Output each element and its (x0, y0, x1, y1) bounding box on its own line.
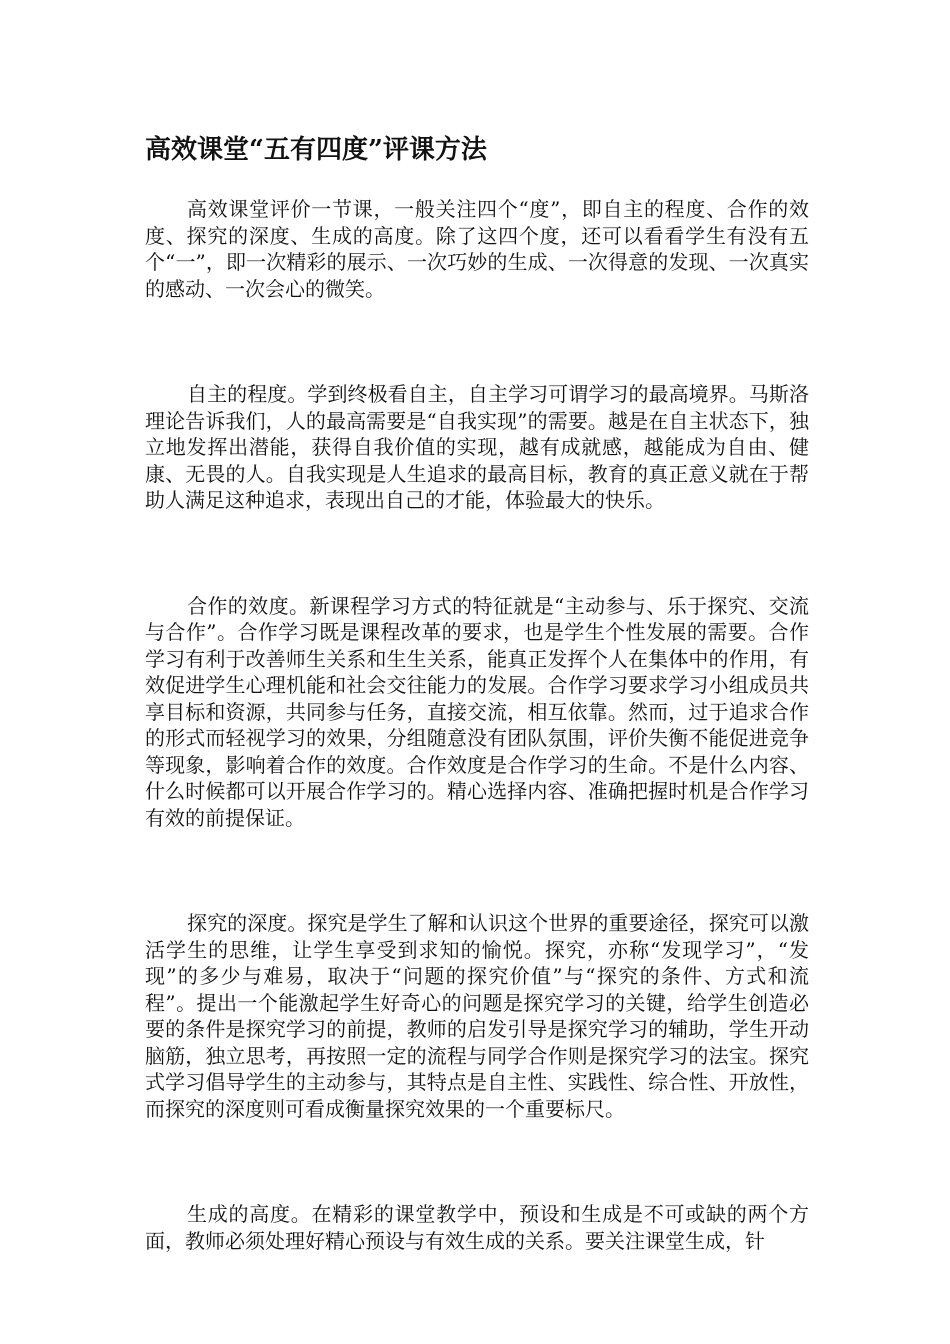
paragraph-intro: 高效课堂评价一节课，一般关注四个“度”，即自主的程度、合作的效度、探究的深度、生成的高度。除了这四个度，还可以看看学生有没有五个“一”，即一次精彩的展示、一次巧妙的生成、一次得意的发现、一次真实的感动、一次会心的微笑。 (145, 197, 809, 301)
paragraph-autonomy: 自主的程度。学到终极看自主，自主学习可谓学习的最高境界。马斯洛理论告诉我们，人的最高需要是“自我实现”的需要。越是在自主状态下，独立地发挥出潜能，获得自我价值的实现，越有成就感，越能成为自由、健康、无畏的人。自我实现是人生追求的最高目标，教育的真正意义就在于帮助人满足这种追求，表现出自己的才能，体验最大的快乐。 (145, 382, 809, 512)
paragraph-generation: 生成的高度。在精彩的课堂教学中，预设和生成是不可或缺的两个方面，教师必须处理好精心预设与有效生成的关系。要关注课堂生成，针 (145, 1202, 809, 1253)
paragraph-cooperation: 合作的效度。新课程学习方式的特征就是“主动参与、乐于探究、交流与合作”。合作学习既是课程改革的要求，也是学生个性发展的需要。合作学习有利于改善师生关系和生生关系，能真正发挥个人在集体中的作用，有效促进学生心理机能和社会交往能力的发展。合作学习要求学习小组成员共享目标和资源，共同参与任务，直接交流，相互依靠。然而，过于追求合作的形式而轻视学习的效果，分组随意没有团队氛围，评价失衡不能促进竞争等现象，影响着合作的效度。合作效度是合作学习的生命。不是什么内容、什么时候都可以开展合作学习的。精心选择内容、准确把握时机是合作学习有效的前提保证。 (145, 593, 809, 830)
document-page (145, 128, 809, 1254)
document-title: 高效课堂“五有四度”评课方法 (145, 135, 487, 165)
paragraph-inquiry: 探究的深度。探究是学生了解和认识这个世界的重要途径，探究可以激活学生的思维，让学生享受到求知的愉悦。探究，亦称“发现学习”，“发现”的多少与难易，取决于“问题的探究价值”与“探究的条件、方式和流程”。提出一个能激起学生好奇心的问题是探究学习的关键，给学生创造必要的条件是探究学习的前提，教师的启发引导是探究学习的辅助，学生开动脑筋，独立思考，再按照一定的流程与同学合作则是探究学习的法宝。探究式学习倡导学生的主动参与，其特点是自主性、实践性、综合性、开放性，而探究的深度则可看成衡量探究效果的一个重要标尺。 (145, 911, 809, 1121)
